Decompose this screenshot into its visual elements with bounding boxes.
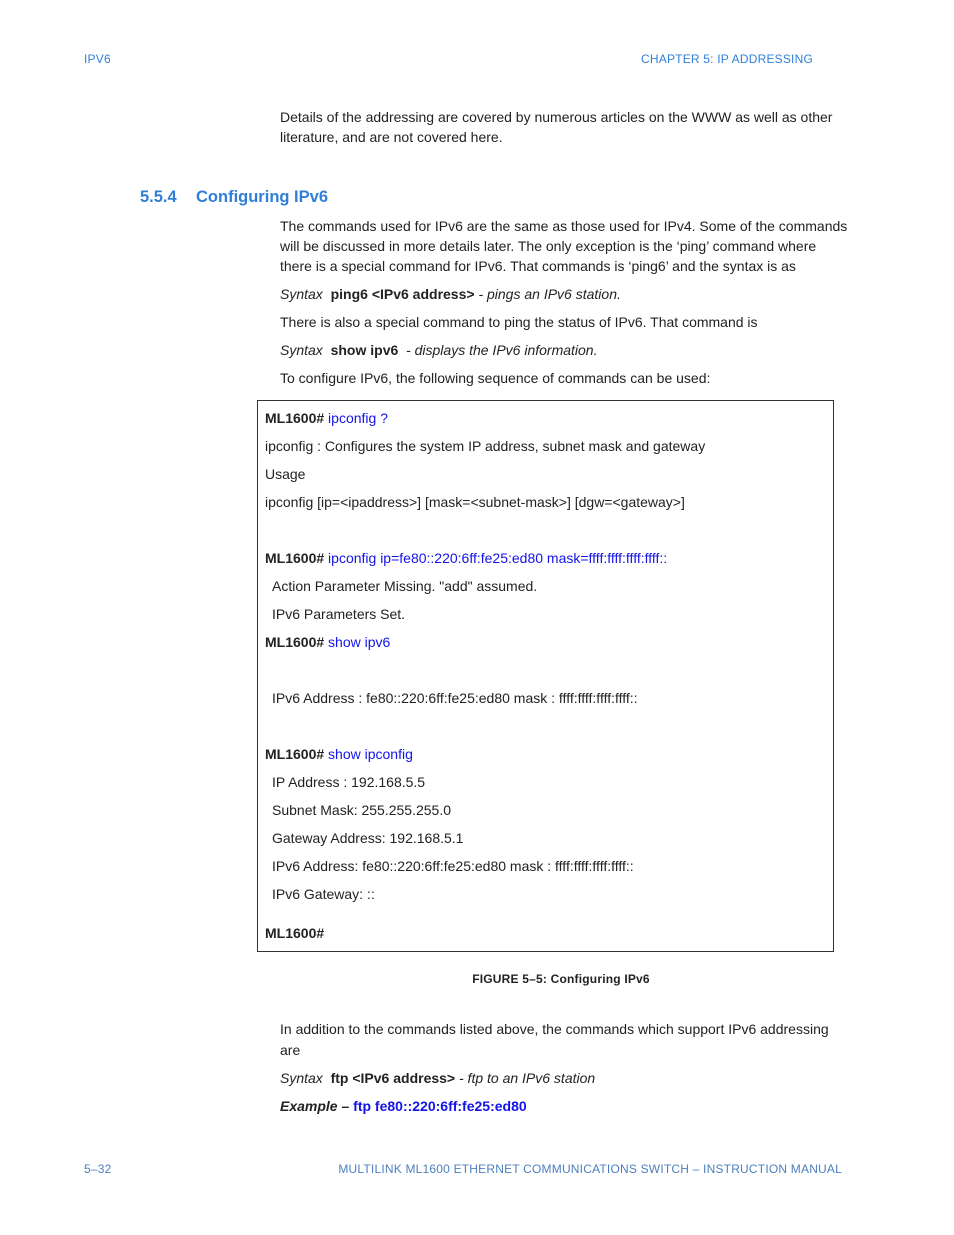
- intro-line-2: literature, and are not covered here.: [280, 129, 503, 145]
- syntax-command: show ipv6: [330, 342, 399, 358]
- syntax-description: - displays the IPv6 information.: [402, 342, 598, 358]
- console-command: show ipv6: [328, 634, 391, 650]
- console-line-cmd3: [265, 633, 390, 651]
- console-final-prompt: ML1600#: [265, 925, 325, 941]
- console-line-cmd2: [265, 549, 667, 567]
- console-output: Gateway Address: 192.168.5.1: [272, 830, 464, 846]
- console-output: ipconfig : Configures the system IP address, subnet mask and gateway: [265, 438, 706, 454]
- console-output: IPv6 Address : fe80::220:6ff:fe25:ed80 mask : ffff:ffff:ffff:ffff::: [272, 690, 638, 706]
- syntax-ftp: [280, 1068, 595, 1088]
- syntax-show-ipv6: [280, 340, 597, 360]
- console-line-cmd1: [265, 409, 388, 427]
- console-prompt: ML1600#: [265, 634, 325, 650]
- para3: To configure IPv6, the following sequence of commands can be used:: [280, 370, 711, 386]
- section-title: Configuring IPv6: [196, 188, 328, 206]
- para1-line-3: there is a special command for IPv6. That commands is ‘ping6’ and the syntax is as: [280, 258, 796, 274]
- console-command: show ipconfig: [328, 746, 413, 762]
- syntax-ping6: [280, 284, 621, 304]
- console-prompt: ML1600#: [265, 410, 325, 426]
- syntax-label: Syntax: [280, 342, 323, 358]
- console-output: Subnet Mask: 255.255.255.0: [272, 802, 452, 818]
- console-output: IPv6 Address: fe80::220:6ff:fe25:ed80 mask : ffff:ffff:ffff:ffff::: [272, 858, 634, 874]
- console-output: IPv6 Parameters Set.: [272, 606, 406, 622]
- intro-line-1: Details of the addressing are covered by numerous articles on the WWW as well as other: [280, 109, 833, 125]
- syntax-label: Syntax: [280, 286, 323, 302]
- console-output: IP Address : 192.168.5.5: [272, 774, 426, 790]
- console-output: Usage: [265, 466, 306, 482]
- console-output: Action Parameter Missing. "add" assumed.: [272, 578, 538, 594]
- para4-line-1: In addition to the commands listed above, the commands which support IPv6 addressing: [280, 1021, 829, 1037]
- running-header-right: CHAPTER 5: IP ADDRESSING: [641, 52, 813, 66]
- syntax-command: ping6 <IPv6 address>: [330, 286, 475, 302]
- section-number: 5.5.4: [140, 188, 177, 206]
- para1-line-1: The commands used for IPv6 are the same as those used for IPv4. Some of the commands: [280, 218, 848, 234]
- console-line-cmd4: [265, 745, 413, 763]
- syntax-description: - pings an IPv6 station.: [474, 286, 621, 302]
- para2: There is also a special command to ping the status of IPv6. That command is: [280, 314, 758, 330]
- example-command: ftp fe80::220:6ff:fe25:ed80: [353, 1098, 527, 1114]
- example-ftp: [280, 1096, 527, 1116]
- syntax-description: - ftp to an IPv6 station: [455, 1070, 596, 1086]
- para4-line-2: are: [280, 1042, 301, 1058]
- console-output: ipconfig [ip=<ipaddress>] [mask=<subnet-mask>] [dgw=<gateway>]: [265, 494, 685, 510]
- console-prompt: ML1600#: [265, 746, 325, 762]
- console-output: IPv6 Gateway: ::: [272, 886, 375, 902]
- figure-caption: FIGURE 5–5: Configuring IPv6: [472, 972, 650, 986]
- console-command: ipconfig ?: [328, 410, 388, 426]
- example-label: Example –: [280, 1098, 354, 1114]
- console-prompt: ML1600#: [265, 550, 325, 566]
- running-footer-title: MULTILINK ML1600 ETHERNET COMMUNICATIONS SWITCH – INSTRUCTION MANUAL: [338, 1162, 842, 1176]
- syntax-label: Syntax: [280, 1070, 323, 1086]
- syntax-command: ftp <IPv6 address>: [330, 1070, 456, 1086]
- console-figure-box: [257, 400, 834, 952]
- console-command: ipconfig ip=fe80::220:6ff:fe25:ed80 mask=ffff:ffff:ffff:ffff::: [328, 550, 668, 566]
- para1-line-2: will be discussed in more details later. The only exception is the ‘ping’ command where: [280, 238, 817, 254]
- page-number: 5–32: [84, 1162, 112, 1176]
- running-header-left: IPV6: [84, 52, 111, 66]
